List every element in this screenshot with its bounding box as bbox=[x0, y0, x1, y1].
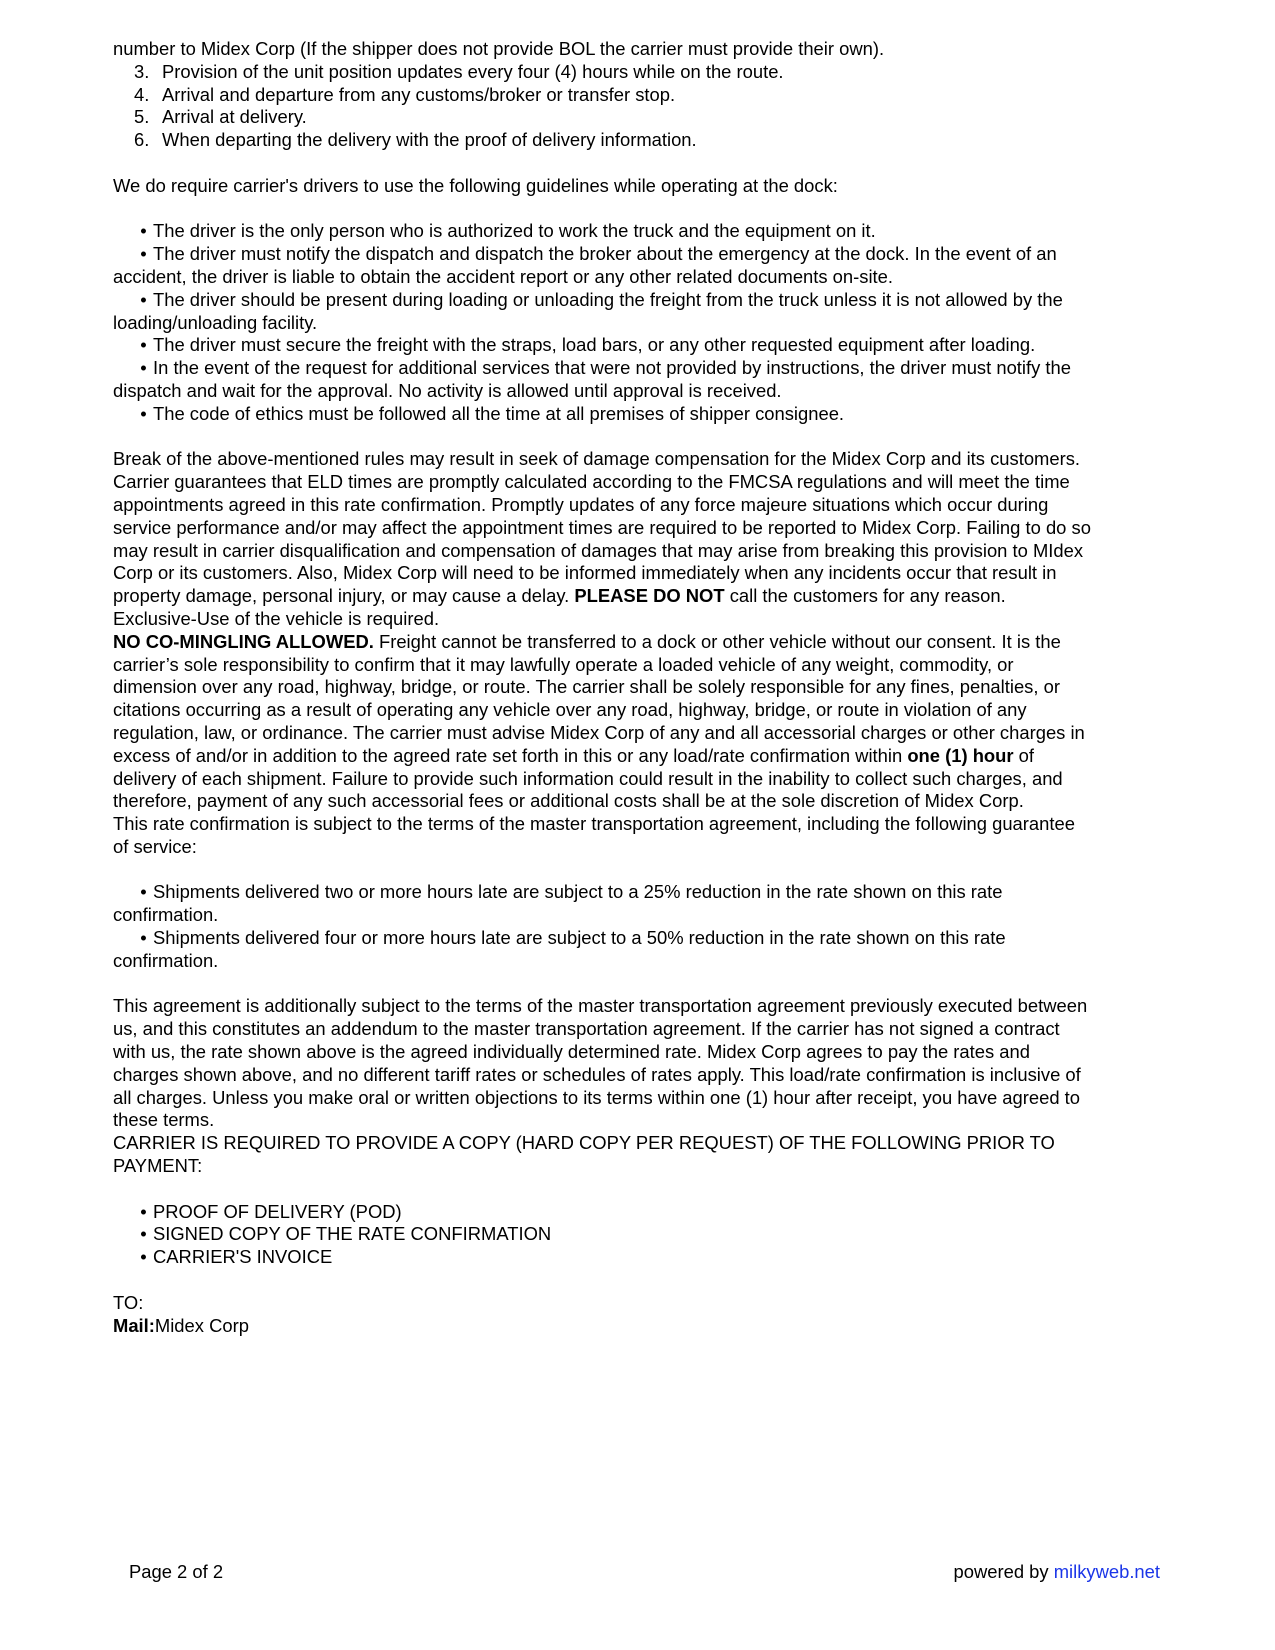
agreement-line: charges shown above, and no different tariff rates or schedules of rates apply. This load/rate confirmation is inclusive of bbox=[113, 1063, 1081, 1085]
to-label: TO: bbox=[113, 1291, 144, 1313]
agreement-line: all charges. Unless you make oral or written objections to its terms within one (1) hour after receipt, you have agreed to bbox=[113, 1086, 1080, 1108]
dock-bullet: • The driver must secure the freight with the straps, load bars, or any other requested equipment after loading. bbox=[113, 334, 1173, 357]
required-doc-item: • PROOF OF DELIVERY (POD) bbox=[113, 1201, 1173, 1224]
dock-bullet: • The driver is the only person who is authorized to work the truck and the equipment on it. bbox=[113, 220, 1173, 243]
comingling-line: excess of and/or in addition to the agreed rate set forth in this or any load/rate confirmation within one (1) hour of bbox=[113, 744, 1035, 766]
required-doc-item: • SIGNED COPY OF THE RATE CONFIRMATION bbox=[113, 1223, 1173, 1246]
comingling-line: delivery of each shipment. Failure to provide such information could result in the inability to collect such charges, and bbox=[113, 767, 1063, 789]
bullet-icon: • bbox=[140, 1246, 147, 1268]
required-doc-item: • CARRIER'S INVOICE bbox=[113, 1246, 1173, 1269]
dock-bullet: • In the event of the request for additional services that were not provided by instructions, the driver must notify the bbox=[113, 357, 1173, 380]
bullet-icon: • bbox=[140, 243, 147, 265]
spacer bbox=[113, 152, 1173, 175]
comingling-line: This rate confirmation is subject to the terms of the master transportation agreement, including the following guarantee bbox=[113, 813, 1075, 835]
dock-bullet: • The driver should be present during loading or unloading the freight from the truck unless it is not allowed by the bbox=[113, 289, 1173, 312]
comingling-line: dimension over any road, highway, bridge, or route. The carrier shall be solely responsible for any fines, penalties, or bbox=[113, 676, 1060, 698]
bullet-icon: • bbox=[140, 334, 147, 356]
spacer bbox=[113, 1269, 1173, 1292]
powered-by: powered by milkyweb.net bbox=[953, 1561, 1160, 1582]
bullet-icon: • bbox=[140, 402, 147, 424]
bullet-icon: • bbox=[140, 220, 147, 242]
bullet-icon: • bbox=[140, 357, 147, 379]
no-comingling-heading: NO CO-MINGLING ALLOWED. bbox=[113, 630, 374, 652]
mail-line bbox=[113, 1315, 1173, 1338]
comingling-line: regulation, law, or ordinance. The carrier must advise Midex Corp of any and all accessorial charges or other charges in bbox=[113, 721, 1085, 743]
rules-line: Break of the above-mentioned rules may result in seek of damage compensation for the Midex Corp and its customers. bbox=[113, 448, 1081, 470]
milkyweb-link[interactable]: milkyweb.net bbox=[1053, 1561, 1160, 1582]
comingling-line: of service: bbox=[113, 835, 197, 857]
bullet-icon: • bbox=[140, 927, 147, 949]
please-do-not-emphasis: PLEASE DO NOT bbox=[574, 585, 725, 607]
spacer bbox=[113, 1178, 1173, 1201]
step-item: 5. Arrival at delivery. bbox=[134, 106, 307, 128]
spacer bbox=[113, 859, 1173, 882]
comingling-line: NO CO-MINGLING ALLOWED. Freight cannot be transferred to a dock or other vehicle without our consent. It is the bbox=[113, 630, 1061, 652]
spacer bbox=[113, 426, 1173, 449]
required-docs-heading: CARRIER IS REQUIRED TO PROVIDE A COPY (HARD COPY PER REQUEST) OF THE FOLLOWING PRIOR TO bbox=[113, 1132, 1055, 1154]
rules-line: property damage, personal injury, or may cause a delay. PLEASE DO NOT call the customers for any reason. bbox=[113, 585, 1006, 607]
one-hour-emphasis: one (1) hour bbox=[907, 744, 1014, 766]
agreement-line: these terms. bbox=[113, 1109, 215, 1131]
mail-value: Midex Corp bbox=[154, 1314, 249, 1336]
comingling-line: carrier’s sole responsibility to confirm that it may lawfully operate a loaded vehicle of any weight, commodity, or bbox=[113, 653, 1014, 675]
agreement-line: This agreement is additionally subject to the terms of the master transportation agreement previously executed between bbox=[113, 995, 1088, 1017]
document-body bbox=[113, 38, 1173, 1337]
comingling-line: therefore, payment of any such accessorial fees or additional costs shall be at the sole discretion of Midex Corp. bbox=[113, 790, 1024, 812]
rules-line: may result in carrier disqualification and compensation of damages that may arise from breaking this provision to MIdex bbox=[113, 539, 1084, 561]
dock-bullet-continuation: dispatch and wait for the approval. No activity is allowed until approval is received. bbox=[113, 379, 782, 401]
rules-line: appointments agreed in this rate confirmation. Promptly updates of any force majeure situations which occur during bbox=[113, 493, 1049, 515]
intro-continuation: number to Midex Corp (If the shipper does not provide BOL the carrier must provide their own). bbox=[113, 38, 885, 59]
dock-bullet: • The driver must notify the dispatch and dispatch the broker about the emergency at the dock. In the event of an bbox=[113, 243, 1173, 266]
exclusive-use-line: Exclusive-Use of the vehicle is required. bbox=[113, 607, 440, 629]
agreement-line: us, and this constitutes an addendum to the master transportation agreement. If the carrier has not signed a contract bbox=[113, 1018, 1060, 1040]
agreement-line: with us, the rate shown above is the agreed individually determined rate. Midex Corp agrees to pay the rates and bbox=[113, 1041, 1030, 1063]
step-item: 3. Provision of the unit position updates every four (4) hours while on the route. bbox=[134, 60, 784, 82]
mail-label: Mail: bbox=[113, 1314, 155, 1336]
page-number: Page 2 of 2 bbox=[129, 1561, 224, 1582]
required-docs-heading: PAYMENT: bbox=[113, 1155, 203, 1177]
guarantee-bullet-continuation: confirmation. bbox=[113, 904, 219, 926]
rules-line: Corp or its customers. Also, Midex Corp will need to be informed immediately when any incidents occur that result in bbox=[113, 562, 1057, 584]
guarantee-bullet: • Shipments delivered two or more hours late are subject to a 25% reduction in the rate shown on this rate bbox=[113, 881, 1173, 904]
rules-line: service performance and/or may affect the appointment times are required to be reported to Midex Corp. Failing to do so bbox=[113, 516, 1091, 538]
rules-line: Carrier guarantees that ELD times are promptly calculated according to the FMCSA regulations and will meet the time bbox=[113, 471, 1070, 493]
dock-guidelines-heading: We do require carrier's drivers to use the following guidelines while operating at the dock: bbox=[113, 174, 838, 196]
step-item: 4. Arrival and departure from any customs/broker or transfer stop. bbox=[134, 83, 676, 105]
spacer bbox=[113, 973, 1173, 996]
bullet-icon: • bbox=[140, 1223, 147, 1245]
step-item: 6. When departing the delivery with the proof of delivery information. bbox=[134, 129, 697, 151]
guarantee-bullet-continuation: confirmation. bbox=[113, 949, 219, 971]
dock-bullet-continuation: loading/unloading facility. bbox=[113, 311, 318, 333]
bullet-icon: • bbox=[140, 881, 147, 903]
dock-bullet-continuation: accident, the driver is liable to obtain the accident report or any other related documents on-site. bbox=[113, 265, 893, 287]
guarantee-bullet: • Shipments delivered four or more hours late are subject to a 50% reduction in the rate shown on this rate bbox=[113, 927, 1173, 950]
bullet-icon: • bbox=[140, 1200, 147, 1222]
bullet-icon: • bbox=[140, 288, 147, 310]
comingling-line: citations occurring as a result of operating any vehicle over any road, highway, bridge, or route in violation of any bbox=[113, 699, 1027, 721]
spacer bbox=[113, 198, 1173, 221]
dock-bullet: • The code of ethics must be followed all the time at all premises of shipper consignee. bbox=[113, 403, 1173, 426]
